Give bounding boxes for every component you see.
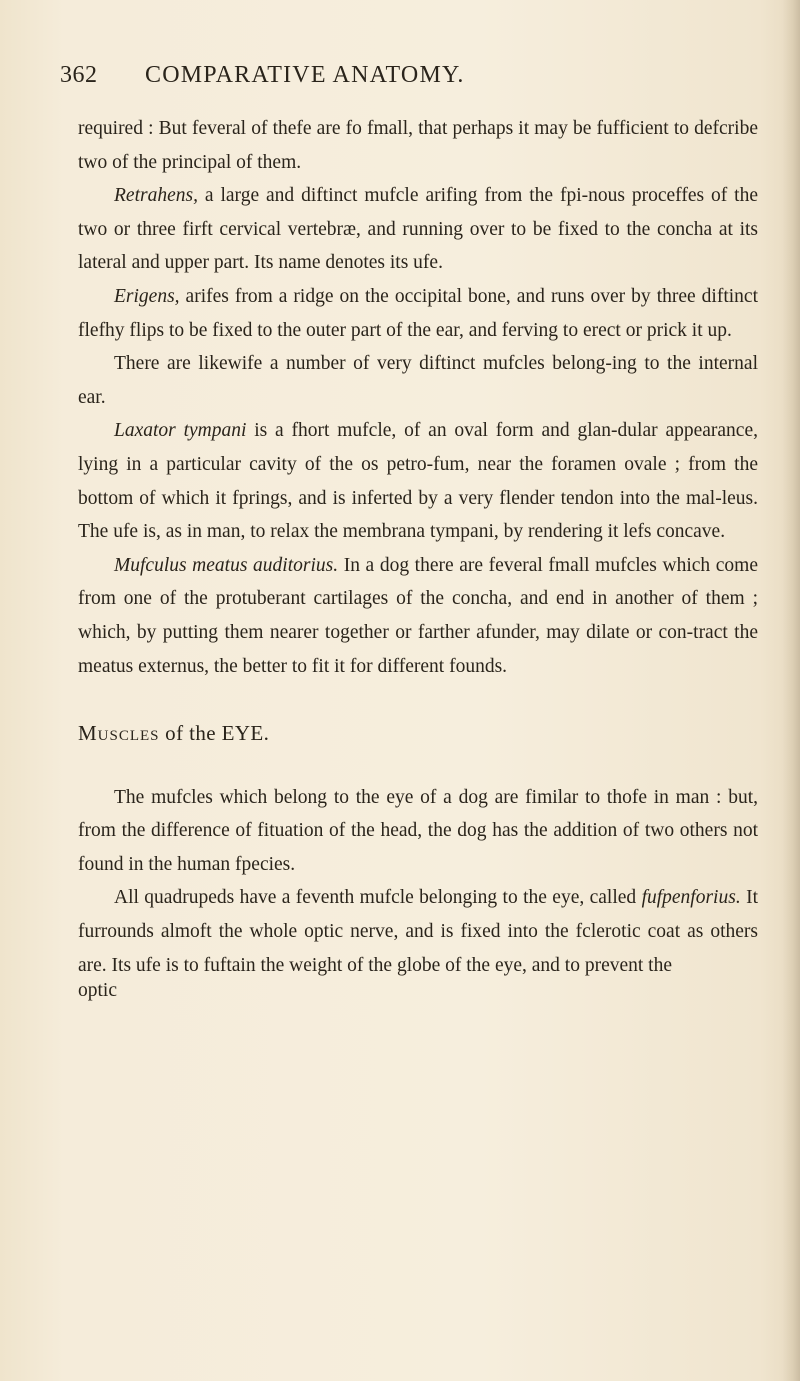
paragraph-text: It furrounds almoft the whole optic nerve, and is fixed into the fclerotic coat as others are. Its ufe is to fuftain the weight of the globe of the eye, and to prevent the	[78, 887, 758, 976]
paragraph-retrahens	[78, 179, 758, 280]
paragraph-text: arifes from a ridge on the occipital bone, and runs over by three diftinct flefhy flips to be fixed to the outer part of the ear, and ferving to erect or prick it up.	[78, 285, 758, 341]
catchword: optic	[78, 980, 117, 1002]
paragraph-meatus	[78, 549, 758, 683]
paragraph-internal-ear: There are likewife a number of very diftinct mufcles belong-ing to the internal ear.	[78, 353, 758, 408]
section-heading	[78, 717, 758, 751]
term-retrahens: Retrahens,	[114, 185, 198, 207]
paragraph-text: a large and diftinct mufcle arifing from the fpi-nous proceffes of the two or three firft cervical vertebræ, and running over to be fixed to the concha at its lateral and upper part. Its name denotes its ufe.	[78, 185, 758, 274]
term-meatus: Mufculus meatus auditorius.	[114, 554, 339, 576]
paragraph-text: is a fhort mufcle, of an oval form and glan-dular appearance, lying in a particular cavity of the os petro-fum, near the foramen ovale ; from the bottom of which it fprings, and is inferted by a very flender tendon into the mal-leus. The ufe is, as in man, to relax the membrana tympani, by rendering it lefs concave.	[78, 420, 758, 543]
paragraph-eye-muscles: The mufcles which belong to the eye of a dog are fimilar to thofe in man : but, from the difference of fituation of the head, the dog has the addition of two others not found in the human fpecies.	[78, 786, 758, 875]
term-suspensorius: fufpenforius.	[641, 887, 741, 909]
paragraph-text: In a dog there are feveral fmall mufcles which come from one of the protuberant cartilages of the concha, and end in another of them ; which, by putting them nearer together or farther afunder, may dilate or con-tract the meatus externus, the better to fit it for different founds.	[78, 554, 758, 677]
body-text	[78, 112, 758, 1008]
term-erigens: Erigens,	[114, 285, 180, 307]
page-number: 362	[60, 62, 98, 88]
paragraph-text: All quadrupeds have a feventh mufcle belonging to the eye, called	[114, 887, 642, 909]
heading-rest: of the EYE.	[159, 721, 270, 746]
paragraph-laxator	[78, 414, 758, 548]
running-title: COMPARATIVE ANATOMY.	[145, 62, 465, 88]
paragraph-continuation: required : But feveral of thefe are fo fmall, that perhaps it may be fufficient to defcribe two of the principal of them.	[78, 118, 758, 173]
paragraph-erigens	[78, 280, 758, 347]
heading-smallcaps: Muscles	[78, 721, 160, 746]
paragraph-suspensorius	[78, 881, 758, 982]
page-edge-shadow	[782, 0, 800, 1381]
term-laxator: Laxator tympani	[114, 420, 247, 442]
